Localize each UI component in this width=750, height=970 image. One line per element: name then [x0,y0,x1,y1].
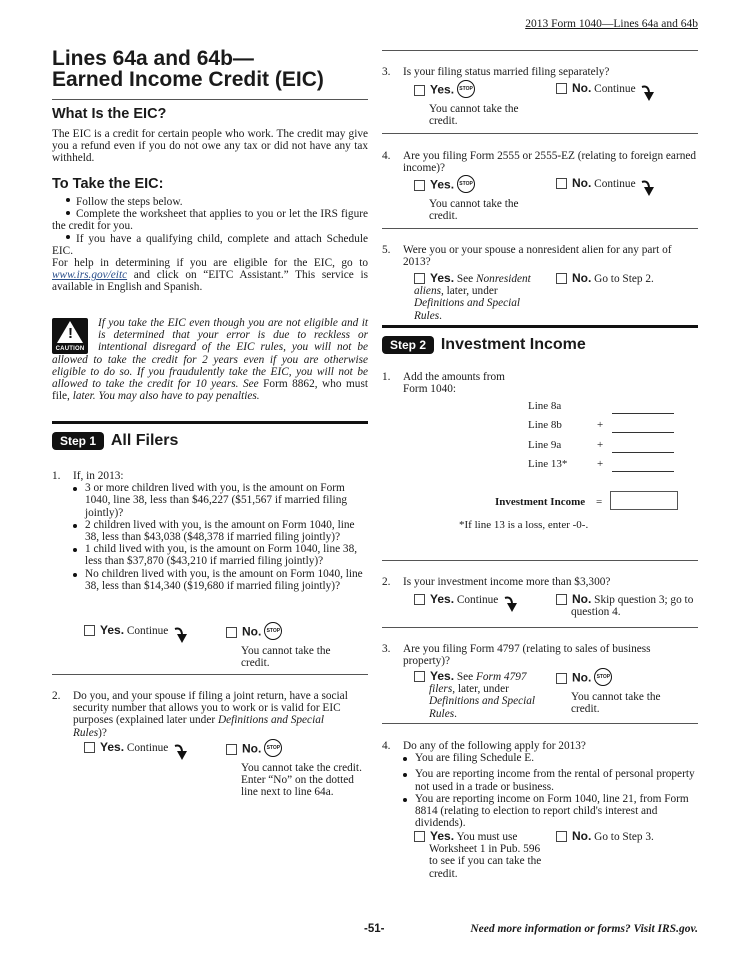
no-checkbox[interactable] [556,178,567,189]
continue-arrow-icon [504,595,518,613]
step1-title: All Filers [110,432,179,449]
continue-arrow-icon [641,84,655,102]
line-8b-input[interactable] [612,432,674,433]
yes-checkbox[interactable] [414,273,425,284]
step1-q2-no[interactable]: No. STOP You cannot take the credit. Enter “No” on the dotted line next to line 64a. [226,741,366,799]
step2-q4-no[interactable]: No. Go to Step 3. [556,830,654,843]
stop-icon: STOP [264,739,282,757]
step1-q4-no[interactable]: No. Continue [556,177,655,195]
no-checkbox[interactable] [226,744,237,755]
no-checkbox[interactable] [556,594,567,605]
worksheet-row-label: Line 9a [528,439,562,451]
divider [382,723,698,724]
step2-question-4: 4. Do any of the following apply for 2013? You are filing Schedule E. You are reporting income from the rental of personal property not used in a trade or business. You are reporting income on Form 1040, line 21, from Form 8814 (relating to election to report child's interest and dividends). [382,740,698,829]
worksheet-row-label: Line 8b [528,419,562,431]
divider [382,627,698,628]
step2-badge: Step 2 [382,336,434,354]
divider [382,560,698,561]
title-divider [52,99,368,100]
step2-header [382,336,586,354]
no-checkbox[interactable] [226,627,237,638]
no-checkbox[interactable] [556,83,567,94]
list-item: 3 or more children lived with you, is the amount on Form 1040, line 38, less than $46,227 ($51,567 if married filing jointly)? [73,482,368,519]
investment-income-input[interactable] [610,491,678,510]
step1-divider [52,421,368,424]
what-is-body: The EIC is a credit for certain people who work. The credit may give you a refund even if you do not owe any tax or did not have any tax withheld. [52,128,368,165]
step1-q3-no[interactable]: No. Continue [556,82,655,100]
step2-q3-no[interactable]: No. STOP You cannot take the credit. [556,670,686,715]
step1-q4-yes[interactable]: Yes. STOP You cannot take the credit. [414,177,544,222]
to-take-bullet-2: Complete the worksheet that applies to you or let the IRS figure the credit for you. [52,208,368,233]
list-item: You are filing Schedule E. [403,752,698,764]
step1-question-5: 5. Were you or your spouse a nonresident alien for any part of 2013? [382,244,672,269]
investment-income-label: Investment Income [495,496,586,508]
list-item: 2 children lived with you, is the amount on Form 1040, line 38, less than $43,038 ($48,378 if married filing jointly)? [73,519,368,543]
running-head: 2013 Form 1040—Lines 64a and 64b [525,18,698,30]
step2-question-2: 2. Is your investment income more than $3,300? [382,576,611,588]
stop-icon: STOP [457,80,475,98]
continue-arrow-icon [641,179,655,197]
step2-divider [382,325,698,328]
continue-arrow-icon [174,626,188,644]
step2-q2-no[interactable]: No. Skip question 3; go to question 4. [556,593,698,618]
to-take-bullet-3: If you have a qualifying child, complete and attach Schedule EIC. [52,232,368,257]
bullet-icon [66,198,70,202]
list-item: 1 child lived with you, is the amount on Form 1040, line 38, less than $37,870 ($43,210 if married filing jointly)? [73,543,368,567]
step2-question-3: 3. Are you filing Form 4797 (relating to sales of business property)? [382,643,651,668]
list-item: You are reporting income on Form 1040, line 21, from Form 8814 (relating to election to report child's interest and dividends). [403,793,698,830]
step1-q3-yes[interactable]: Yes. STOP You cannot take the credit. [414,82,544,127]
step2-q3-yes[interactable]: Yes. See Form 4797 filers, later, under Definitions and Special Rules. [414,670,548,720]
yes-checkbox[interactable] [414,180,425,191]
step2-question-1: 1. Add the amounts from Form 1040: [382,371,505,396]
step1-question-3: 3. Is your filing status married filing separately? [382,66,610,78]
to-take-bullet-1: Follow the steps below. [52,196,368,208]
step1-question-1: 1. If, in 2013: 3 or more children lived with you, is the amount on Form 1040, line 38, less than $46,227 ($51,567 if married filing jointly)? 2 children lived with you, is the amount on Form 1040, line 38, less than $43,038 ($48,378 if married filing jointly)? 1 child lived with you, is the amount on Form 1040, line 38, less than $37,870 ($43,210 if married filing jointly)? No children lived with you, is the amount on Form 1040, line 38, less than $14,340 ($19,680 if married filing jointly)? [52,470,368,592]
step1-header [52,432,178,450]
step1-q2-yes[interactable]: Yes. Continue [84,741,188,759]
yes-checkbox[interactable] [414,594,425,605]
page-title [52,48,372,90]
bullet-icon [66,211,70,215]
footer-note: Need more information or forms? Visit IRS.gov. [470,923,698,935]
worksheet-row-label: Line 13* [528,458,568,470]
step2-q4-yes[interactable]: Yes. You must use Worksheet 1 in Pub. 596 to see if you can take the credit. [414,830,544,880]
yes-checkbox[interactable] [414,671,425,682]
no-checkbox[interactable] [556,273,567,284]
yes-checkbox[interactable] [414,85,425,96]
investment-conditions-list [403,752,698,829]
no-checkbox[interactable] [556,831,567,842]
step1-badge: Step 1 [52,432,104,450]
step1-q5-no[interactable]: No. Go to Step 2. [556,272,654,285]
step1-q1-yes[interactable]: Yes. Continue [84,624,188,642]
what-is-section [52,106,368,165]
step1-q1-no[interactable]: No. STOP You cannot take the credit. [226,624,356,669]
continue-arrow-icon [174,743,188,761]
stop-icon: STOP [264,622,282,640]
income-limit-list [73,482,368,592]
yes-checkbox[interactable] [414,831,425,842]
bullet-icon [66,235,70,239]
page-number: -51- [364,923,385,935]
divider [382,50,698,51]
title-line-1: Lines 64a and 64b— [52,47,254,70]
to-take-heading: To Take the EIC: [52,176,164,192]
caution-text: If you take the EIC even though you are not eligible and it is determined that your error is due to reckless or intentional disregard of the EIC rules, you will not be allowed to take the credit for 2 years even if you are otherwise eligible to do so. If you fraudulently take the EIC, you will not be allowed to take the credit for 10 years. See Form 8862, who must file, later. You may also have to pay penalties. [52,317,368,403]
line-13-input[interactable] [612,471,674,472]
line-9a-input[interactable] [612,452,674,453]
worksheet-row-label: Line 8a [528,400,562,412]
to-take-section [52,176,368,294]
step1-question-4: 4. Are you filing Form 2555 or 2555-EZ (relating to foreign earned income)? [382,150,697,175]
what-is-heading: What Is the EIC? [52,106,167,122]
list-item: You are reporting income from the rental of personal property not used in a trade or business. [403,768,698,792]
stop-icon: STOP [457,175,475,193]
divider [382,133,698,134]
line-8a-input[interactable] [612,413,674,414]
divider [382,228,698,229]
step2-q2-yes[interactable]: Yes. Continue [414,593,518,611]
stop-icon: STOP [594,668,612,686]
step2-title: Investment Income [440,336,586,353]
eitc-link[interactable]: www.irs.gov/eitc [52,269,128,282]
yes-checkbox[interactable] [84,625,95,636]
help-text: For help in determining if you are eligible for the EIC, go to www.irs.gov/eitc and click on “EITC Assistant.” This service is available in English and Spanish. [52,257,368,294]
step1-question-2: 2. Do you, and your spouse if filing a joint return, have a social security number that allows you to work or is valid for EIC purposes (explained later under Definitions and Special Rules)? [52,690,348,739]
list-item: No children lived with you, is the amount on Form 1040, line 38, less than $14,340 ($19,680 if married filing jointly)? [73,568,368,592]
divider [52,674,368,675]
no-checkbox[interactable] [556,673,567,684]
title-line-2: Earned Income Credit (EIC) [52,68,324,91]
yes-checkbox[interactable] [84,742,95,753]
step1-q5-yes[interactable]: Yes. See Nonresident aliens, later, under Definitions and Special Rules. [414,271,531,322]
worksheet-footnote: *If line 13 is a loss, enter -0-. [459,519,589,531]
caution-icon: ! CAUTION [52,318,88,354]
